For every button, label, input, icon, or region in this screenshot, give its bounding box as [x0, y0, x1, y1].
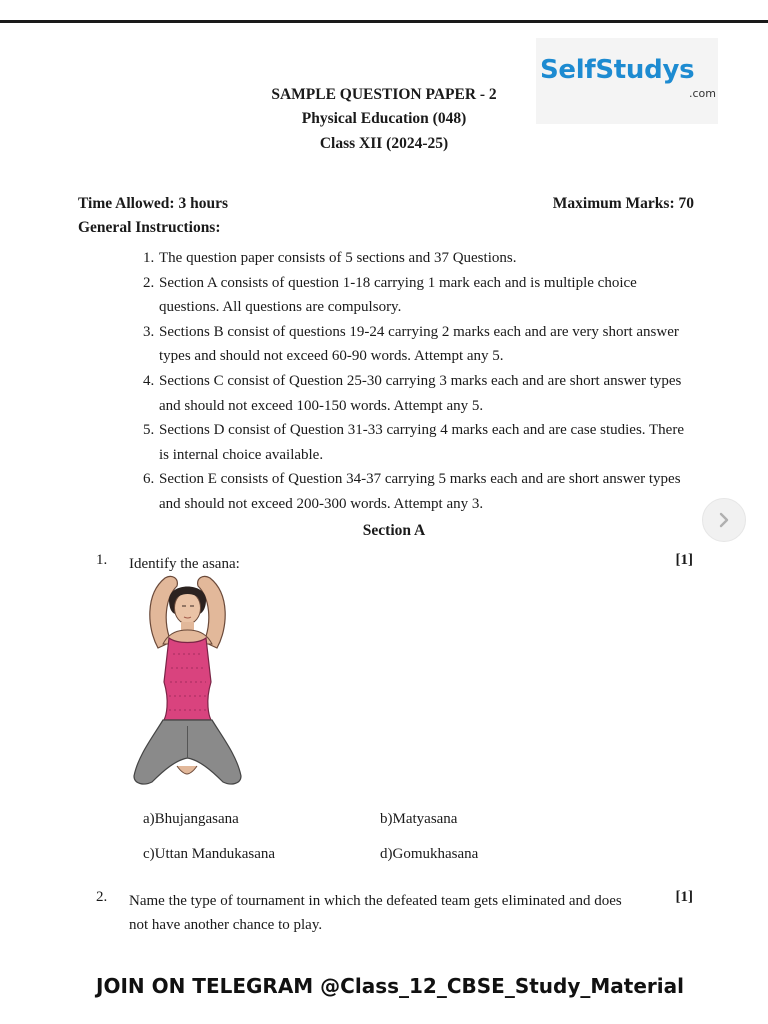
paper-class: Class XII (2024-25)	[319, 135, 449, 152]
question-1-option-d: d)Gomukhasana	[380, 846, 479, 862]
instruction-item	[143, 467, 688, 516]
question-1-option-c: c)Uttan Mandukasana	[143, 846, 276, 862]
instruction-item	[143, 246, 688, 271]
paper-title: SAMPLE QUESTION PAPER - 2	[271, 86, 497, 103]
question-2-text-line-2: not have another chance to play.	[129, 917, 323, 933]
question-2-text-line-1: Name the type of tournament in which the defeated team gets eliminated and does	[129, 893, 622, 909]
maximum-marks: Maximum Marks: 70	[552, 195, 694, 212]
question-1-text: Identify the asana:	[129, 556, 240, 572]
instruction-text: Sections D consist of Question 31-33 carrying 4 marks each and are case studies. There is internal choice available.	[159, 422, 684, 463]
instruction-item	[143, 418, 688, 467]
next-page-button[interactable]	[702, 498, 746, 542]
question-2-number: 2.	[96, 889, 108, 905]
logo-domain: .com	[689, 87, 716, 100]
instruction-text: The question paper consists of 5 sections and 37 Questions.	[159, 250, 517, 266]
instruction-text: Section A consists of question 1-18 carrying 1 mark each and is multiple choice questions. All questions are compulsory.	[159, 274, 637, 316]
instruction-item	[143, 271, 688, 320]
instruction-number: 1.	[143, 250, 155, 266]
instructions-list	[143, 246, 688, 517]
instruction-number: 4.	[143, 372, 155, 389]
instruction-number: 6.	[143, 471, 155, 488]
paper-subject: Physical Education (048)	[301, 110, 467, 127]
telegram-banner: JOIN ON TELEGRAM @Class_12_CBSE_Study_Material	[96, 974, 684, 998]
question-1-option-b: b)Matyasana	[380, 811, 458, 827]
instruction-text: Sections C consist of Question 25-30 carrying 3 marks each and are short answer types and should not exceed 100-150 words. Attempt any 5.	[159, 372, 682, 414]
section-a-heading: Section A	[362, 522, 426, 539]
instruction-item	[143, 369, 688, 418]
instruction-item	[143, 320, 688, 369]
instruction-number: 2.	[143, 274, 155, 291]
chevron-right-icon	[714, 510, 734, 530]
question-2-marks: [1]	[675, 889, 693, 905]
asana-illustration	[125, 570, 250, 792]
instruction-text: Sections B consist of questions 19-24 carrying 2 marks each and are very short answer types and should not exceed 60-90 words. Attempt any 5.	[159, 323, 679, 365]
question-1-marks: [1]	[675, 552, 693, 568]
logo-name: SelfStudys	[540, 55, 695, 85]
question-1-number: 1.	[96, 552, 108, 568]
instruction-number: 3.	[143, 323, 155, 340]
instruction-text: Section E consists of Question 34-37 carrying 5 marks each and are short answer types and should not exceed 200-300 words. Attempt any 3.	[159, 471, 681, 512]
question-1-option-a: a)Bhujangasana	[143, 811, 239, 827]
general-instructions-heading: General Instructions:	[78, 219, 221, 236]
top-rule	[0, 20, 768, 23]
time-allowed: Time Allowed: 3 hours	[78, 195, 228, 212]
instruction-number: 5.	[143, 422, 155, 439]
